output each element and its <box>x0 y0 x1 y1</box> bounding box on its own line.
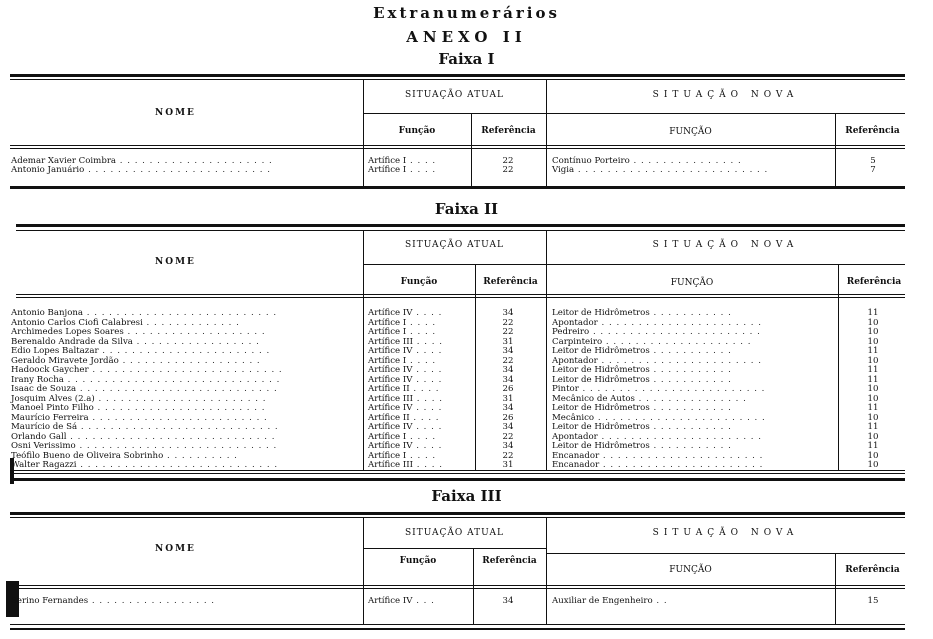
col-referencia: Referência <box>481 126 536 136</box>
nova-funcao-cell: Pintor . . . . . . . . . . . . . . . . . . . . . . . . . <box>552 384 766 394</box>
leader-dots: . . . . . . . . . . . . . . . . . . . . <box>602 336 752 347</box>
leader-dots: . . . . . . . . . . . . . . . . . . . . . . . . . . . . . <box>63 374 281 385</box>
nova-referencia-cell: 7 <box>870 165 876 175</box>
nova-referencia-cell: 10 <box>867 412 879 423</box>
nova-referencia-cell: 11 <box>867 365 879 375</box>
leader-dots: . . . . . . . . . . . . . . . . . . . . . . . . . . . <box>75 441 278 451</box>
nome-cell: Ademar Xavier Coimbra . . . . . . . . . . . . . . . . . . . . . <box>11 156 273 166</box>
funcao-cell: Artífice III . . . . <box>368 460 443 470</box>
leader-dots: . . . . . . . . . . . . . . . . . . . . . . <box>597 355 762 366</box>
nova-funcao-cell: Auxiliar de Engenheiro . . <box>552 596 668 606</box>
referencia-cell: 34 <box>502 346 514 356</box>
funcao-cell: Artífice IV . . . . <box>368 346 443 356</box>
leader-dots: . . . . <box>413 393 443 404</box>
col-referencia: Referência <box>482 556 537 566</box>
leader-dots: . . . . . . . . . . . <box>649 308 732 318</box>
nova-referencia-cell: 11 <box>867 346 879 356</box>
referencia-cell: 26 <box>502 384 514 394</box>
col-situacao-nova: SITUAÇÃO NOVA <box>652 528 799 538</box>
nome-cell: Berenaldo Andrade da Silva . . . . . . . . . . . . . . . . . <box>11 336 260 347</box>
leader-dots: . . . . . . . . . . . . . . . . . . . . . . . . . <box>84 165 271 175</box>
leader-dots: . . . . . . . . . . . . . . . . . . . . . . . <box>589 327 761 337</box>
nova-referencia-cell: 11 <box>867 422 879 432</box>
table-row <box>0 461 933 470</box>
leader-dots: . . . . <box>406 156 437 166</box>
funcao-cell: Artífice I . . . . <box>368 165 437 175</box>
nome-cell: Hadoock Gaycher . . . . . . . . . . . . . . . . . . . . . . . . . . <box>11 365 283 375</box>
nova-funcao-cell: Carpinteiro . . . . . . . . . . . . . . . . . . . . <box>552 336 752 347</box>
nome-cell: Serino Fernandes . . . . . . . . . . . . . . . . . <box>11 596 216 606</box>
nome-cell: Orlando Gall . . . . . . . . . . . . . . . . . . . . . . . . . . . . <box>11 431 276 442</box>
leader-dots: . . . . . . . . . . . . . . . . . . . . . . . . . . <box>88 365 283 375</box>
col-nome: NOME <box>155 108 196 118</box>
col-funcao-nova: FUNÇÃO <box>669 565 712 575</box>
col-nome: NOME <box>155 544 196 554</box>
referencia-cell: 22 <box>502 355 514 366</box>
funcao-cell: Artífice IV . . . . <box>368 422 443 432</box>
leader-dots: . . . . <box>412 346 443 356</box>
nome-cell: Isaac de Souza . . . . . . . . . . . . . . . . . . . . . . . . . . . <box>11 384 278 394</box>
nome-cell: Antonio Banjona . . . . . . . . . . . . . . . . . . . . . . . . . . <box>11 308 278 318</box>
referencia-cell: 22 <box>502 165 514 175</box>
referencia-cell: 31 <box>502 393 514 404</box>
leader-dots: . . . . <box>412 441 443 451</box>
funcao-cell: Artífice I . . . . <box>368 156 437 166</box>
nova-referencia-cell: 10 <box>867 336 879 347</box>
nome-cell: Osni Verissimo . . . . . . . . . . . . . . . . . . . . . . . . . . . <box>11 441 278 451</box>
leader-dots: . . . . <box>412 403 443 413</box>
nova-funcao-cell: Apontador . . . . . . . . . . . . . . . . . . . . . . <box>552 317 762 328</box>
referencia-cell: 34 <box>502 596 514 606</box>
funcao-cell: Artífice I . . . . <box>368 450 437 461</box>
funcao-cell: Artífice IV . . . . <box>368 365 443 375</box>
leader-dots: . . . . . . . . . . . . . . . . . . . <box>118 355 261 366</box>
nova-funcao-cell: Contínuo Porteiro . . . . . . . . . . . . . . . <box>552 156 742 166</box>
leader-dots: . . . . . . . . . . . . . . . . . . . . . . . <box>94 393 267 404</box>
funcao-cell: Artífice IV . . . . <box>368 441 443 451</box>
leader-dots: . . . . . . . . . . . . . . . . . . . . . . . . . . . <box>76 384 278 394</box>
leader-dots: . . . . . . . . . . . <box>649 346 732 356</box>
table-row <box>0 597 933 606</box>
leader-dots: . . . . . . . . . . . . . . . . . . . . . . . . . . <box>574 165 769 175</box>
nova-funcao-cell: Leitor de Hidrômetros . . . . . . . . . . . <box>552 403 732 413</box>
leader-dots: . . . . . . . . . . . . . . . <box>634 393 747 404</box>
nova-funcao-cell: Encanador . . . . . . . . . . . . . . . . . . . . . . <box>552 460 764 470</box>
nova-referencia-cell: 10 <box>867 327 879 337</box>
nova-referencia-cell: 11 <box>867 374 879 385</box>
referencia-cell: 34 <box>502 403 514 413</box>
leader-dots: . . . . <box>413 460 443 470</box>
leader-dots: . . . . . . . . . . . . . . . . . . . . . <box>116 156 273 166</box>
leader-dots: . . . . <box>406 165 437 175</box>
leader-dots: . . . . <box>412 308 443 318</box>
referencia-cell: 22 <box>502 450 514 461</box>
nova-funcao-cell: Apontador . . . . . . . . . . . . . . . . . . . . . . <box>552 431 762 442</box>
col-referencia-nova: Referência <box>845 126 900 136</box>
faixa-3-title: Faixa III <box>431 487 502 505</box>
nome-cell: Maurício Ferreira . . . . . . . . . . . . . . . . . . . . . . . . <box>11 412 268 423</box>
referencia-cell: 22 <box>502 156 514 166</box>
nova-funcao-cell: Leitor de Hidrômetros . . . . . . . . . . . <box>552 441 732 451</box>
nova-referencia-cell: 10 <box>867 450 879 461</box>
leader-dots: . . . . . . . . . . . . . . . . . . . . . . . . <box>88 412 268 423</box>
referencia-cell: 34 <box>502 308 514 318</box>
leader-dots: . . . . . . . . . . . . . . . . . . . . . . . . . . . . <box>66 431 276 442</box>
funcao-cell: Artífice I . . . . <box>368 317 437 328</box>
leader-dots: . . . . <box>406 450 437 461</box>
leader-dots: . . . . . . . . . . . <box>649 441 732 451</box>
nova-funcao-cell: Leitor de Hidrômetros . . . . . . . . . . . <box>552 365 732 375</box>
nome-cell: Maurício de Sá . . . . . . . . . . . . . . . . . . . . . . . . . . . <box>11 422 279 432</box>
funcao-cell: Artífice I . . . . <box>368 431 437 442</box>
leader-dots: . . . . . . . . . . . . . . . . . . . . . . <box>597 317 762 328</box>
col-nome: NOME <box>155 257 196 267</box>
funcao-cell: Artífice II . . . . <box>368 384 440 394</box>
col-situacao-atual: SITUAÇÃO ATUAL <box>405 240 504 250</box>
nova-referencia-cell: 5 <box>870 156 876 166</box>
nome-cell: Antonio Januário . . . . . . . . . . . . . . . . . . . . . . . . . <box>11 165 271 175</box>
leader-dots: . . . . . . . . . . . . . . . . . <box>88 596 216 606</box>
referencia-cell: 22 <box>502 317 514 328</box>
col-funcao: Função <box>399 556 437 566</box>
nome-cell: Geraldo Miravete Jordão . . . . . . . . . . . . . . . . . . . <box>11 355 261 366</box>
nova-referencia-cell: 10 <box>867 393 879 404</box>
leader-dots: . . . . . . . . . . . <box>649 403 732 413</box>
leader-dots: . . . . . . . . . . . <box>649 374 732 385</box>
leader-dots: . . . . . . . . . . . <box>649 422 732 432</box>
leader-dots: . . . . <box>409 412 440 423</box>
funcao-cell: Artífice I . . . . <box>368 355 437 366</box>
col-situacao-atual: SITUAÇÃO ATUAL <box>405 90 504 100</box>
leader-dots: . . . . . . . . . . . . . . . . . . . . . . . <box>594 412 766 423</box>
referencia-cell: 31 <box>502 336 514 347</box>
leader-dots: . . . . . . . . . . . . . . . . . . . . . . . . . . . <box>76 460 279 470</box>
col-funcao: Função <box>400 277 438 287</box>
col-situacao-nova: SITUAÇÃO NOVA <box>652 240 799 250</box>
funcao-cell: Artífice IV . . . . <box>368 374 443 385</box>
nova-funcao-cell: Pedreiro . . . . . . . . . . . . . . . . . . . . . . . <box>552 327 761 337</box>
faixa-2-title: Faixa II <box>434 200 499 218</box>
funcao-cell: Artífice III . . . . <box>368 336 443 347</box>
nome-cell: Antonio Carlos Ciofi Calabresi . . . . . . . . . . . . . <box>11 317 240 328</box>
referencia-cell: 34 <box>502 374 514 385</box>
leader-dots: . . . . <box>406 355 437 366</box>
leader-dots: . . . . . . . . . . <box>163 450 238 461</box>
leader-dots: . . . <box>412 596 435 606</box>
leader-dots: . . . . . . . . . . . . . . . . . . . . . . <box>599 460 764 470</box>
leader-dots: . . <box>652 596 668 606</box>
nova-referencia-cell: 11 <box>867 403 879 413</box>
col-referencia: Referência <box>483 277 538 287</box>
referencia-cell: 26 <box>502 412 514 423</box>
col-funcao-nova: FUNÇÃO <box>669 127 712 137</box>
leader-dots: . . . . . . . . . . . . . . . . . . . . . . . . . . <box>83 308 278 318</box>
leader-dots: . . . . . . . . . . . <box>649 365 732 375</box>
leader-dots: . . . . <box>412 374 443 385</box>
referencia-cell: 34 <box>502 365 514 375</box>
funcao-cell: Artífice I . . . . <box>368 327 437 337</box>
col-referencia-nova: Referência <box>845 565 900 575</box>
funcao-cell: Artífice IV . . . . <box>368 403 443 413</box>
nome-cell: Walter Ragazzi . . . . . . . . . . . . . . . . . . . . . . . . . . . <box>11 460 279 470</box>
nova-referencia-cell: 11 <box>867 441 879 451</box>
nova-funcao-cell: Vigia . . . . . . . . . . . . . . . . . . . . . . . . . . <box>552 165 769 175</box>
faixa-1-title: Faixa I <box>438 50 495 68</box>
nova-referencia-cell: 10 <box>867 431 879 442</box>
funcao-cell: Artífice IV . . . . <box>368 308 443 318</box>
nova-referencia-cell: 10 <box>867 460 879 470</box>
nova-funcao-cell: Leitor de Hidrômetros . . . . . . . . . . . <box>552 308 732 318</box>
table-row <box>0 166 933 175</box>
leader-dots: . . . . <box>413 336 443 347</box>
leader-dots: . . . . <box>412 422 443 432</box>
leader-dots: . . . . <box>409 384 440 394</box>
nova-funcao-cell: Mecânico . . . . . . . . . . . . . . . . . . . . . . . <box>552 412 766 423</box>
referencia-cell: 22 <box>502 327 514 337</box>
leader-dots: . . . . <box>412 365 443 375</box>
nova-referencia-cell: 10 <box>867 384 879 394</box>
funcao-cell: Artífice III . . . . <box>368 393 443 404</box>
nova-referencia-cell: 11 <box>867 308 879 318</box>
leader-dots: . . . . . . . . . . . . . . . . . . . . . . . <box>93 403 266 413</box>
col-funcao-nova: FUNÇÃO <box>670 278 714 288</box>
annex-title: ANEXO II <box>406 28 527 46</box>
referencia-cell: 34 <box>502 422 514 432</box>
leader-dots: . . . . . . . . . . . . . . . . . <box>132 336 260 347</box>
nome-cell: Manoel Pinto Filho . . . . . . . . . . . . . . . . . . . . . . . <box>11 403 266 413</box>
leader-dots: . . . . . . . . . . . . . . . <box>629 156 742 166</box>
nova-referencia-cell: 10 <box>867 317 879 328</box>
referencia-cell: 22 <box>502 431 514 442</box>
leader-dots: . . . . . . . . . . . . . . . . . . . . . . . . . . . <box>77 422 279 432</box>
nome-cell: Josquim Alves (2.a) . . . . . . . . . . . . . . . . . . . . . . . <box>11 393 267 404</box>
nome-cell: Edio Lopes Baltazar . . . . . . . . . . . . . . . . . . . . . . . <box>11 346 271 356</box>
nova-referencia-cell: 15 <box>867 596 879 606</box>
referencia-cell: 34 <box>502 441 514 451</box>
leader-dots: . . . . . . . . . . . . . . . . . . . . . . <box>599 450 764 461</box>
leader-dots: . . . . . . . . . . . . . <box>142 317 240 328</box>
nova-referencia-cell: 10 <box>867 355 879 366</box>
leader-dots: . . . . . . . . . . . . . . . . . . . . . . <box>597 431 762 442</box>
nome-cell: Irany Rocha . . . . . . . . . . . . . . . . . . . . . . . . . . . . . <box>11 374 281 385</box>
col-situacao-nova: SITUAÇÃO NOVA <box>652 90 799 100</box>
page-title: Extranumerários <box>373 4 560 22</box>
nome-cell: Archimedes Lopes Soares . . . . . . . . . . . . . . . . . . . <box>11 327 266 337</box>
leader-dots: . . . . . . . . . . . . . . . . . . . . . . . <box>98 346 271 356</box>
nova-funcao-cell: Apontador . . . . . . . . . . . . . . . . . . . . . . <box>552 355 762 366</box>
col-referencia-nova: Referência <box>846 277 902 287</box>
nova-funcao-cell: Leitor de Hidrômetros . . . . . . . . . . . <box>552 422 732 432</box>
leader-dots: . . . . . . . . . . . . . . . . . . . . . . . . . <box>578 384 766 394</box>
nova-funcao-cell: Leitor de Hidrômetros . . . . . . . . . . . <box>552 374 732 385</box>
col-situacao-atual: SITUAÇÃO ATUAL <box>405 528 504 538</box>
nova-funcao-cell: Mecânico de Autos . . . . . . . . . . . . . . . <box>552 393 747 404</box>
nova-funcao-cell: Encanador . . . . . . . . . . . . . . . . . . . . . . <box>552 450 764 461</box>
leader-dots: . . . . <box>406 327 437 337</box>
funcao-cell: Artífice IV . . . <box>368 596 435 606</box>
leader-dots: . . . . <box>406 317 437 328</box>
funcao-cell: Artífice II . . . . <box>368 412 440 423</box>
leader-dots: . . . . <box>406 431 437 442</box>
leader-dots: . . . . . . . . . . . . . . . . . . . <box>123 327 266 337</box>
referencia-cell: 31 <box>502 460 514 470</box>
nova-funcao-cell: Leitor de Hidrômetros . . . . . . . . . . . <box>552 346 732 356</box>
nome-cell: Teófilo Bueno de Oliveira Sobrinho . . . . . . . . . . <box>11 450 238 461</box>
col-funcao: Função <box>398 126 436 136</box>
